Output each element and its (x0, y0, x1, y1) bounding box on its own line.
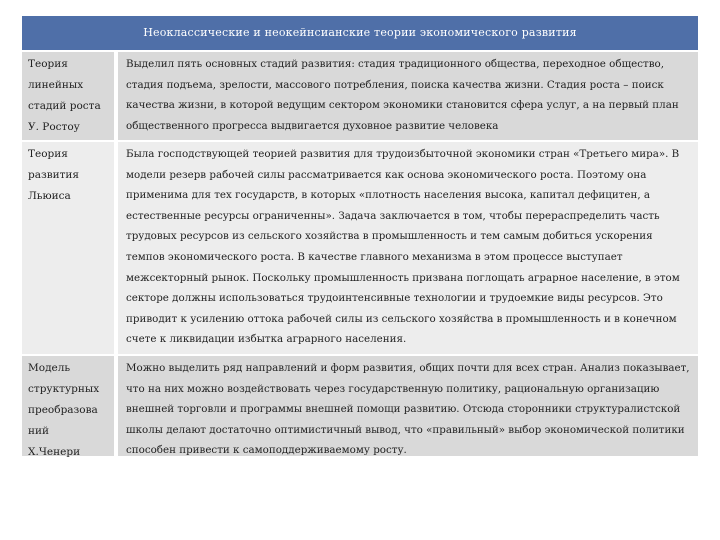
table-title: Неоклассические и неокейнсианские теории экономического развития (22, 16, 698, 52)
theory-name-line: Х.Ченери (28, 446, 81, 458)
theory-name-line: линейных (28, 79, 84, 91)
theory-description: Выделил пять основных стадий развития: стадия традиционного общества, переходное общество, стадия подъема, зрелости, массового потребления, поиска качества жизни. Стадия роста – поиск качества жизни, в которой ведущим сектором экономики становится сфера услуг, а на первый план общественного прогресса выдвигается духовное развитие человека (126, 58, 679, 132)
theory-name-line: развития (28, 169, 80, 181)
theory-name-cell (22, 52, 118, 140)
theory-name-line: У. Ростоу (28, 121, 80, 133)
theories-table (22, 16, 698, 458)
theory-name-line: преобразова (28, 404, 98, 416)
table-row (22, 52, 698, 142)
theory-name-cell (22, 356, 118, 456)
theory-name-line: структурных (28, 383, 100, 395)
theory-name-line: ний (28, 425, 49, 437)
theory-name-line: стадий роста (28, 100, 101, 112)
theory-description: Можно выделить ряд направлений и форм развития, общих почти для всех стран. Анализ показывает, что на них можно воздействовать через государственную политику, рациональную организацию внешней торговли и программы внешней помощи развитию. Отсюда сторонники структуралистской школы делают достаточно оптимистичный вывод, что «правильный» выбор экономической политики способен привести к самоподдерживаемому росту. (126, 362, 690, 457)
table-row (22, 356, 698, 458)
theory-name-cell (22, 142, 118, 354)
theory-name-line: Теория (28, 58, 68, 70)
theory-name-line: Модель (28, 362, 71, 374)
theory-name-line: Льюиса (28, 190, 71, 202)
theory-description: Была господствующей теорией развития для трудоизбыточной экономики стран «Третьего мира». В модели резерв рабочей силы рассматривается как основа экономического роста. Поэтому она применима для тех государств, в которых «плотность населения высока, капитал дефицитен, а естественные ресурсы ограниченны». Задача заключается в том, чтобы перераспределить часть трудовых ресурсов из сельского хозяйства в промышленность и тем самым добиться ускорения темпов экономического роста. В качестве главного механизма в этом процессе выступает межсекторный рынок. Поскольку промышленность призвана поглощать аграрное население, в этом секторе должны использоваться трудоинтенсивные технологии и трудоемкие виды ресурсов. Это приводит к усилению оттока рабочей силы из сельского хозяйства в промышленность и в конечном счете к ликвидации избытка аграрного населения. (126, 148, 680, 346)
theory-name-line: Теория (28, 148, 68, 160)
table-row (22, 142, 698, 356)
